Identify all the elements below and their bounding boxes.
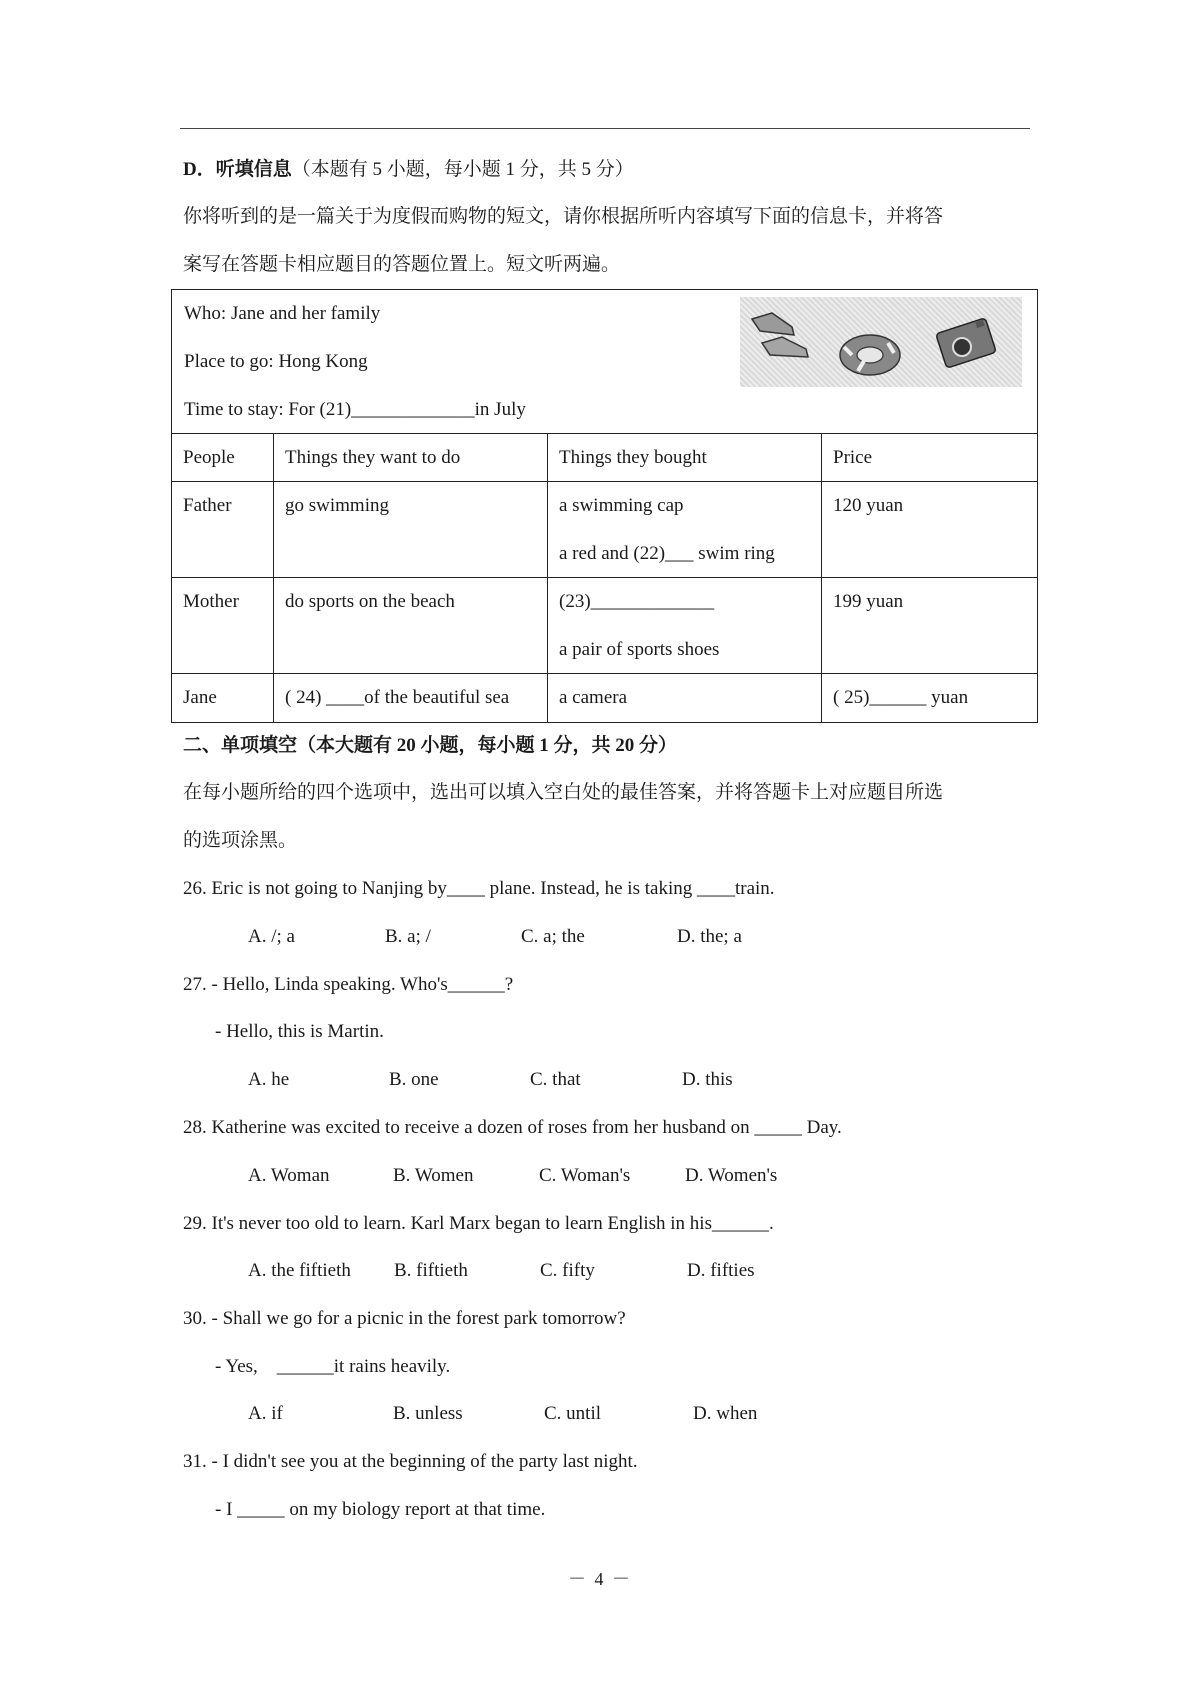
section-2-instruction-2: 的选项涂黑。 — [183, 830, 298, 851]
cell-jane-bought-1: a camera — [559, 687, 628, 708]
column-header-people: People — [183, 447, 235, 468]
cell-father-bought-2: a red and (22)___ swim ring — [559, 543, 775, 564]
question-26-option-b: B. a; / — [385, 926, 431, 947]
table-header-divider — [172, 481, 1037, 482]
cell-jane-people: Jane — [183, 687, 217, 708]
column-header-things-bought: Things they bought — [559, 447, 707, 468]
cell-jane-price: ( 25)______ yuan — [833, 687, 969, 708]
holiday-items-image — [740, 297, 1022, 387]
question-27-option-d: D. this — [682, 1069, 733, 1090]
question-31-stem: 31. - I didn't see you at the beginning of the party last night. — [183, 1451, 638, 1472]
question-28-option-d: D. Women's — [685, 1165, 778, 1186]
question-30-option-b: B. unless — [393, 1403, 463, 1424]
question-27-option-a: A. he — [248, 1069, 290, 1090]
cell-mother-bought-2: a pair of sports shoes — [559, 639, 720, 660]
question-29-stem: 29. It's never too old to learn. Karl Marx began to learn English in his______. — [183, 1213, 774, 1234]
card-time: Time to stay: For (21)_____________in July — [184, 399, 526, 420]
cell-mother-todo: do sports on the beach — [285, 591, 455, 612]
cell-father-price: 120 yuan — [833, 495, 904, 516]
section-d-heading-line — [183, 158, 634, 182]
question-27-reply: - Hello, this is Martin. — [215, 1021, 384, 1042]
cell-father-people: Father — [183, 495, 232, 516]
cell-mother-price: 199 yuan — [833, 591, 904, 612]
section-2-instruction-1: 在每小题所给的四个选项中，选出可以填入空白处的最佳答案，并将答题卡上对应题目所选 — [183, 782, 944, 803]
question-30-option-c: C. until — [544, 1403, 602, 1424]
card-place: Place to go: Hong Kong — [184, 351, 368, 372]
question-26-option-c: C. a; the — [521, 926, 585, 947]
question-27-option-c: C. that — [530, 1069, 581, 1090]
cell-mother-people: Mother — [183, 591, 239, 612]
question-28-option-c: C. Woman's — [539, 1165, 631, 1186]
cell-father-todo: go swimming — [285, 495, 389, 516]
question-26-option-a: A. /; a — [248, 926, 295, 947]
question-30-reply: - Yes, ______it rains heavily. — [215, 1356, 451, 1377]
section-d-instruction-2: 案写在答题卡相应题目的答题位置上。短文听两遍。 — [183, 254, 621, 275]
section-d-heading-note: （本题有 5 小题，每小题 1 分，共 5 分） — [291, 159, 634, 180]
question-31-reply: - I _____ on my biology report at that time. — [215, 1499, 546, 1520]
question-27-option-b: B. one — [389, 1069, 439, 1090]
card-divider — [172, 433, 1037, 434]
section-d-heading: D．听填信息 — [183, 159, 292, 180]
question-28-stem: 28. Katherine was excited to receive a dozen of roses from her husband on _____ Day. — [183, 1117, 842, 1138]
camera-icon — [936, 318, 997, 368]
question-29-option-d: D. fifties — [687, 1260, 755, 1281]
col-divider-3 — [821, 433, 822, 723]
row-divider-mother — [172, 673, 1037, 674]
top-rule — [180, 128, 1030, 129]
question-26-stem: 26. Eric is not going to Nanjing by____ plane. Instead, he is taking ____train. — [183, 878, 775, 899]
question-29-option-b: B. fiftieth — [394, 1260, 468, 1281]
question-29-option-a: A. the fiftieth — [248, 1260, 351, 1281]
cell-father-bought-1: a swimming cap — [559, 495, 684, 516]
shoes-icon — [752, 313, 808, 357]
col-divider-2 — [547, 433, 548, 723]
page-number: － 4 － — [568, 1569, 632, 1589]
cell-jane-todo: ( 24) ____of the beautiful sea — [285, 687, 510, 708]
column-header-price: Price — [833, 447, 873, 468]
swim-ring-icon — [840, 335, 900, 375]
question-30-option-a: A. if — [248, 1403, 283, 1424]
question-29-option-c: C. fifty — [540, 1260, 595, 1281]
question-27-stem: 27. - Hello, Linda speaking. Who's______? — [183, 974, 514, 995]
info-card — [171, 289, 1038, 723]
question-30-stem: 30. - Shall we go for a picnic in the forest park tomorrow? — [183, 1308, 626, 1329]
cell-mother-bought-1: (23)_____________ — [559, 591, 715, 612]
question-28-option-b: B. Women — [393, 1165, 474, 1186]
question-30-option-d: D. when — [693, 1403, 758, 1424]
section-d-instruction-1: 你将听到的是一篇关于为度假而购物的短文，请你根据所听内容填写下面的信息卡，并将答 — [183, 206, 944, 227]
question-26-option-d: D. the; a — [677, 926, 742, 947]
question-28-option-a: A. Woman — [248, 1165, 330, 1186]
row-divider-father — [172, 577, 1037, 578]
column-header-things-to-do: Things they want to do — [285, 447, 461, 468]
card-who: Who: Jane and her family — [184, 303, 381, 324]
section-2-heading: 二、单项填空（本大题有 20 小题，每小题 1 分，共 20 分） — [183, 735, 678, 756]
col-divider-1 — [273, 433, 274, 723]
